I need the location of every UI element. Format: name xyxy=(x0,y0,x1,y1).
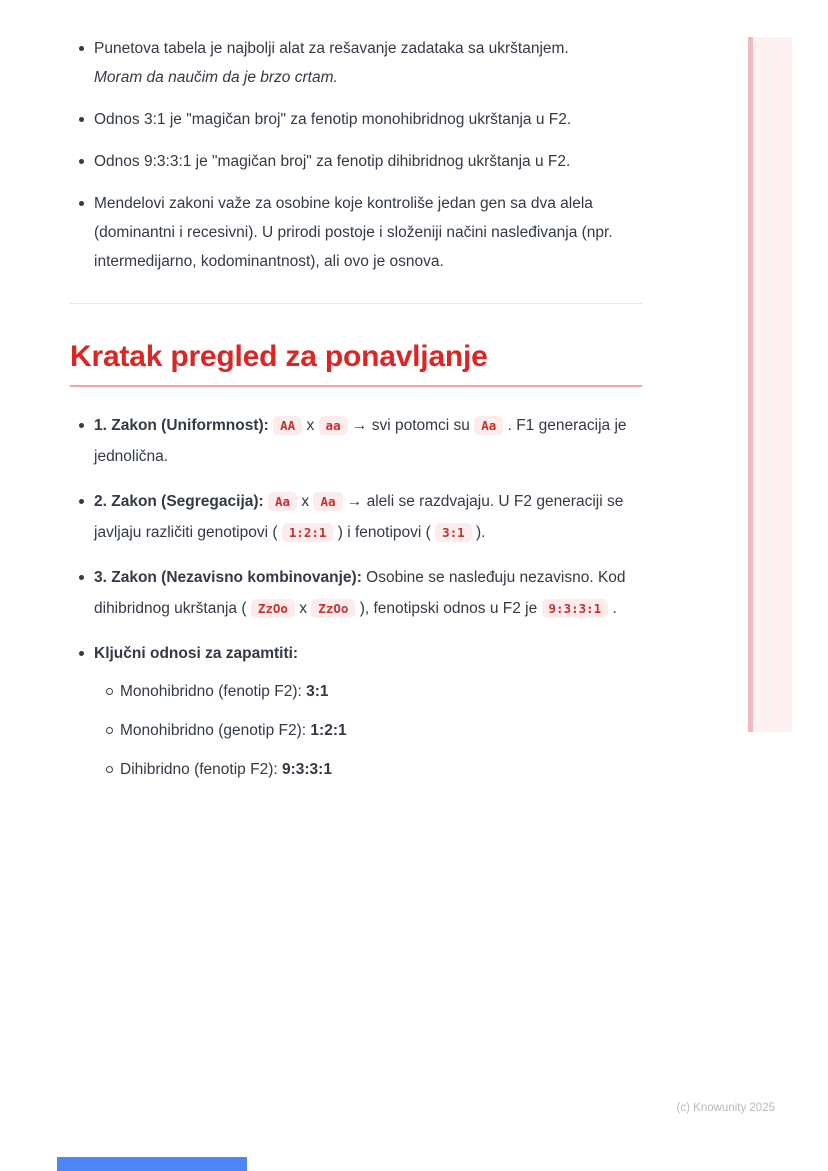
key-ratios-item xyxy=(70,638,642,784)
note-item xyxy=(70,34,642,92)
text-segment: 1:2:1 xyxy=(310,721,347,739)
genotype-badge: AA xyxy=(273,416,302,435)
genotype-badge: aa xyxy=(319,416,348,435)
text-segment: ), fenotipski odnos u F2 je xyxy=(355,599,542,617)
note-item xyxy=(70,147,642,176)
text-segment: Odnos 9:3:3:1 je "magičan broj" za fenotip dihibridnog ukrštanja u F2. xyxy=(94,153,571,170)
text-segment: Mendelovi zakoni važe za osobine koje kontroliše jedan gen sa dva alela (dominantni i recesivni). U prirodi postoje i složeniji načini nasleđivanja (npr. intermedijarno, kodominantnost), ali ovo je osnova. xyxy=(94,195,613,270)
genotype-badge: Aa xyxy=(313,492,342,511)
text-segment: ) i fenotipovi ( xyxy=(333,523,436,541)
ratio-subitem xyxy=(94,717,642,745)
note-item xyxy=(70,105,642,134)
text-segment: 3. Zakon (Nezavisno kombinovanje): xyxy=(94,568,367,586)
text-segment: x xyxy=(294,599,312,617)
text-segment: Odnos 3:1 je "magičan broj" za fenotip monohibridnog ukrštanja u F2. xyxy=(94,111,572,128)
text-segment: ). xyxy=(471,523,486,541)
text-segment: Moram da naučim da je brzo crtam. xyxy=(94,69,338,86)
text-segment: x xyxy=(297,492,314,510)
review-heading: Kratak pregled za ponavljanje xyxy=(70,340,642,387)
text-segment: Ključni odnosi za zapamtiti: xyxy=(94,644,299,662)
law-item-independent-assortment xyxy=(70,562,642,624)
text-segment: → aleli se razdvajaju. U F2 generaciji se javljaju različiti genotipovi ( xyxy=(94,492,624,541)
key-ratios-label xyxy=(94,645,298,662)
ratio-subitem xyxy=(94,678,642,706)
text-segment: Punetova tabela je najbolji alat za rešavanje zadataka sa ukrštanjem. xyxy=(94,40,569,57)
footer-credit: (c) Knowunity 2025 xyxy=(676,1102,775,1114)
document-content xyxy=(70,34,642,798)
genotype-badge: 1:2:1 xyxy=(282,523,334,542)
text-segment: x xyxy=(302,416,319,434)
text-segment: → svi potomci su xyxy=(347,416,475,434)
text-segment: Monohibridno (genotip F2): xyxy=(120,721,311,739)
genotype-badge: Aa xyxy=(268,492,297,511)
bottom-partial-blue-element xyxy=(57,1157,247,1171)
genotype-badge: ZzOo xyxy=(311,599,355,618)
genotype-badge: 3:1 xyxy=(435,523,472,542)
text-segment: 2. Zakon (Segregacija): xyxy=(94,492,268,510)
notes-list xyxy=(70,34,642,276)
note-item xyxy=(70,189,642,276)
text-segment: . F1 generacija je jednolična. xyxy=(94,416,627,465)
text-segment: . xyxy=(608,599,617,617)
ratio-subitem xyxy=(94,756,642,784)
section-divider xyxy=(70,303,642,304)
text-segment: 9:3:3:1 xyxy=(281,760,332,778)
text-segment: Monohibridno (fenotip F2): xyxy=(120,682,307,700)
review-list xyxy=(70,410,642,784)
law-item-uniformity xyxy=(70,410,642,472)
text-segment: 1. Zakon (Uniformnost): xyxy=(94,416,274,434)
key-ratios-sublist xyxy=(94,678,642,784)
genotype-badge: Aa xyxy=(474,416,503,435)
text-segment: 3:1 xyxy=(306,682,329,700)
law-item-segregation xyxy=(70,486,642,548)
text-segment: Osobine se nasleđuju nezavisno. Kod dihibridnog ukrštanja ( xyxy=(94,568,626,617)
genotype-badge: ZzOo xyxy=(251,599,295,618)
genotype-badge: 9:3:3:1 xyxy=(542,599,609,618)
text-segment: Dihibridno (fenotip F2): xyxy=(120,760,282,778)
right-margin-highlight-bar xyxy=(748,37,792,732)
